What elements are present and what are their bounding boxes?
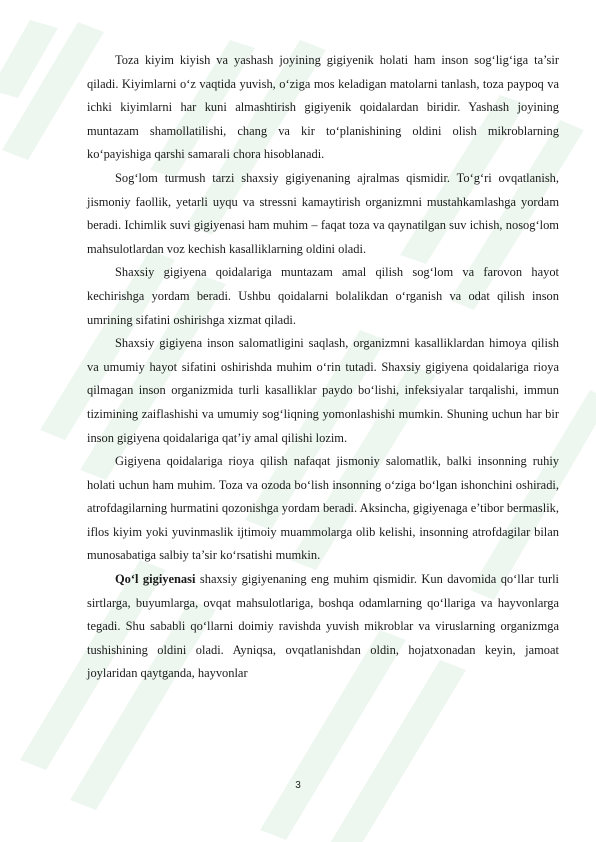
body-text (87, 49, 559, 686)
paragraph (87, 49, 559, 167)
paragraph-text: shaxsiy gigiyenaning eng muhim qismidir. Kun davomida qo‘llar turli sirtlarga, buyumlarga, ovqat mahsulotlariga, boshqa odamlarning qo‘llariga va hayvonlarga tegadi. Shu sababli qo‘llarni doimiy ravishda yuvish mikroblar va viruslarning organizmga tushishining oldini oladi. Ayniqsa, ovqatlanishdan oldin, hojatxonadan keyin, jamoat joylaridan qaytganda, hayvonlar (87, 572, 559, 681)
paragraph (87, 167, 559, 261)
paragraph-text: Shaxsiy gigiyena qoidalariga muntazam amal qilish sog‘lom va farovon hayot kechirishga yordam beradi. Ushbu qoidalarni bolalikdan o‘rganish va odat qilish inson umrining sifatini oshirishga xizmat qiladi. (87, 265, 559, 327)
paragraph (87, 332, 559, 450)
paragraph (87, 261, 559, 332)
bold-term: Qo‘l gigiyenasi (115, 572, 196, 587)
paragraph (87, 450, 559, 568)
paragraph-text: Gigiyena qoidalariga rioya qilish nafaqat jismoniy salomatlik, balki insonning ruhiy holati uchun ham muhim. Toza va ozoda bo‘lish insonning o‘ziga bo‘lgan ishonchini oshiradi, atrofdagilarning hurmatini qozonishga yordam beradi. Aksincha, gigiyenaga e’tibor bermaslik, iflos kiyim yoki yuvinmaslik ijtimoiy muammolarga olib kelishi, insonning atrofdagilar bilan munosabatiga salbiy ta’sir ko‘rsatishi mumkin. (87, 454, 559, 563)
page-number: 3 (295, 780, 301, 791)
paragraph-text: Shaxsiy gigiyena inson salomatligini saqlash, organizmni kasalliklardan himoya qilish va umumiy hayot sifatini oshirishda muhim o‘rin tutadi. Shaxsiy gigiyena qoidalariga rioya qilmagan inson organizmida turli kasalliklar paydo bo‘lishi, infeksiyalar tarqalishi, immun tizimining zaiflashishi va umumiy sog‘liqning yomonlashishi mumkin. Shuning uchun har bir inson gigiyena qoidalariga qat’iy amal qilishi lozim. (87, 336, 559, 445)
paragraph (87, 568, 559, 686)
paragraph-text: Toza kiyim kiyish va yashash joyining gigiyenik holati ham inson sog‘lig‘iga ta’sir qiladi. Kiyimlarni o‘z vaqtida yuvish, o‘ziga mos keladigan matolarni tanlash, toza paypoq va ichki kiyimlarni har kuni almashtirish gigiyenik qoidalardan biridir. Yashash joyining muntazam shamollatilishi, chang va kir to‘planishining oldini olish mikroblarning ko‘payishiga qarshi samarali chora hisoblanadi. (87, 53, 559, 162)
paragraph-text: Sog‘lom turmush tarzi shaxsiy gigiyenaning ajralmas qismidir. To‘g‘ri ovqatlanish, jismoniy faollik, yetarli uyqu va stressni kamaytirish organizmni mustahkamlashga yordam beradi. Ichimlik suvi gigiyenasi ham muhim – faqat toza va qaynatilgan suv ichish, nosog‘lom mahsulotlardan voz kechish kasalliklarning oldini oladi. (87, 170, 559, 256)
